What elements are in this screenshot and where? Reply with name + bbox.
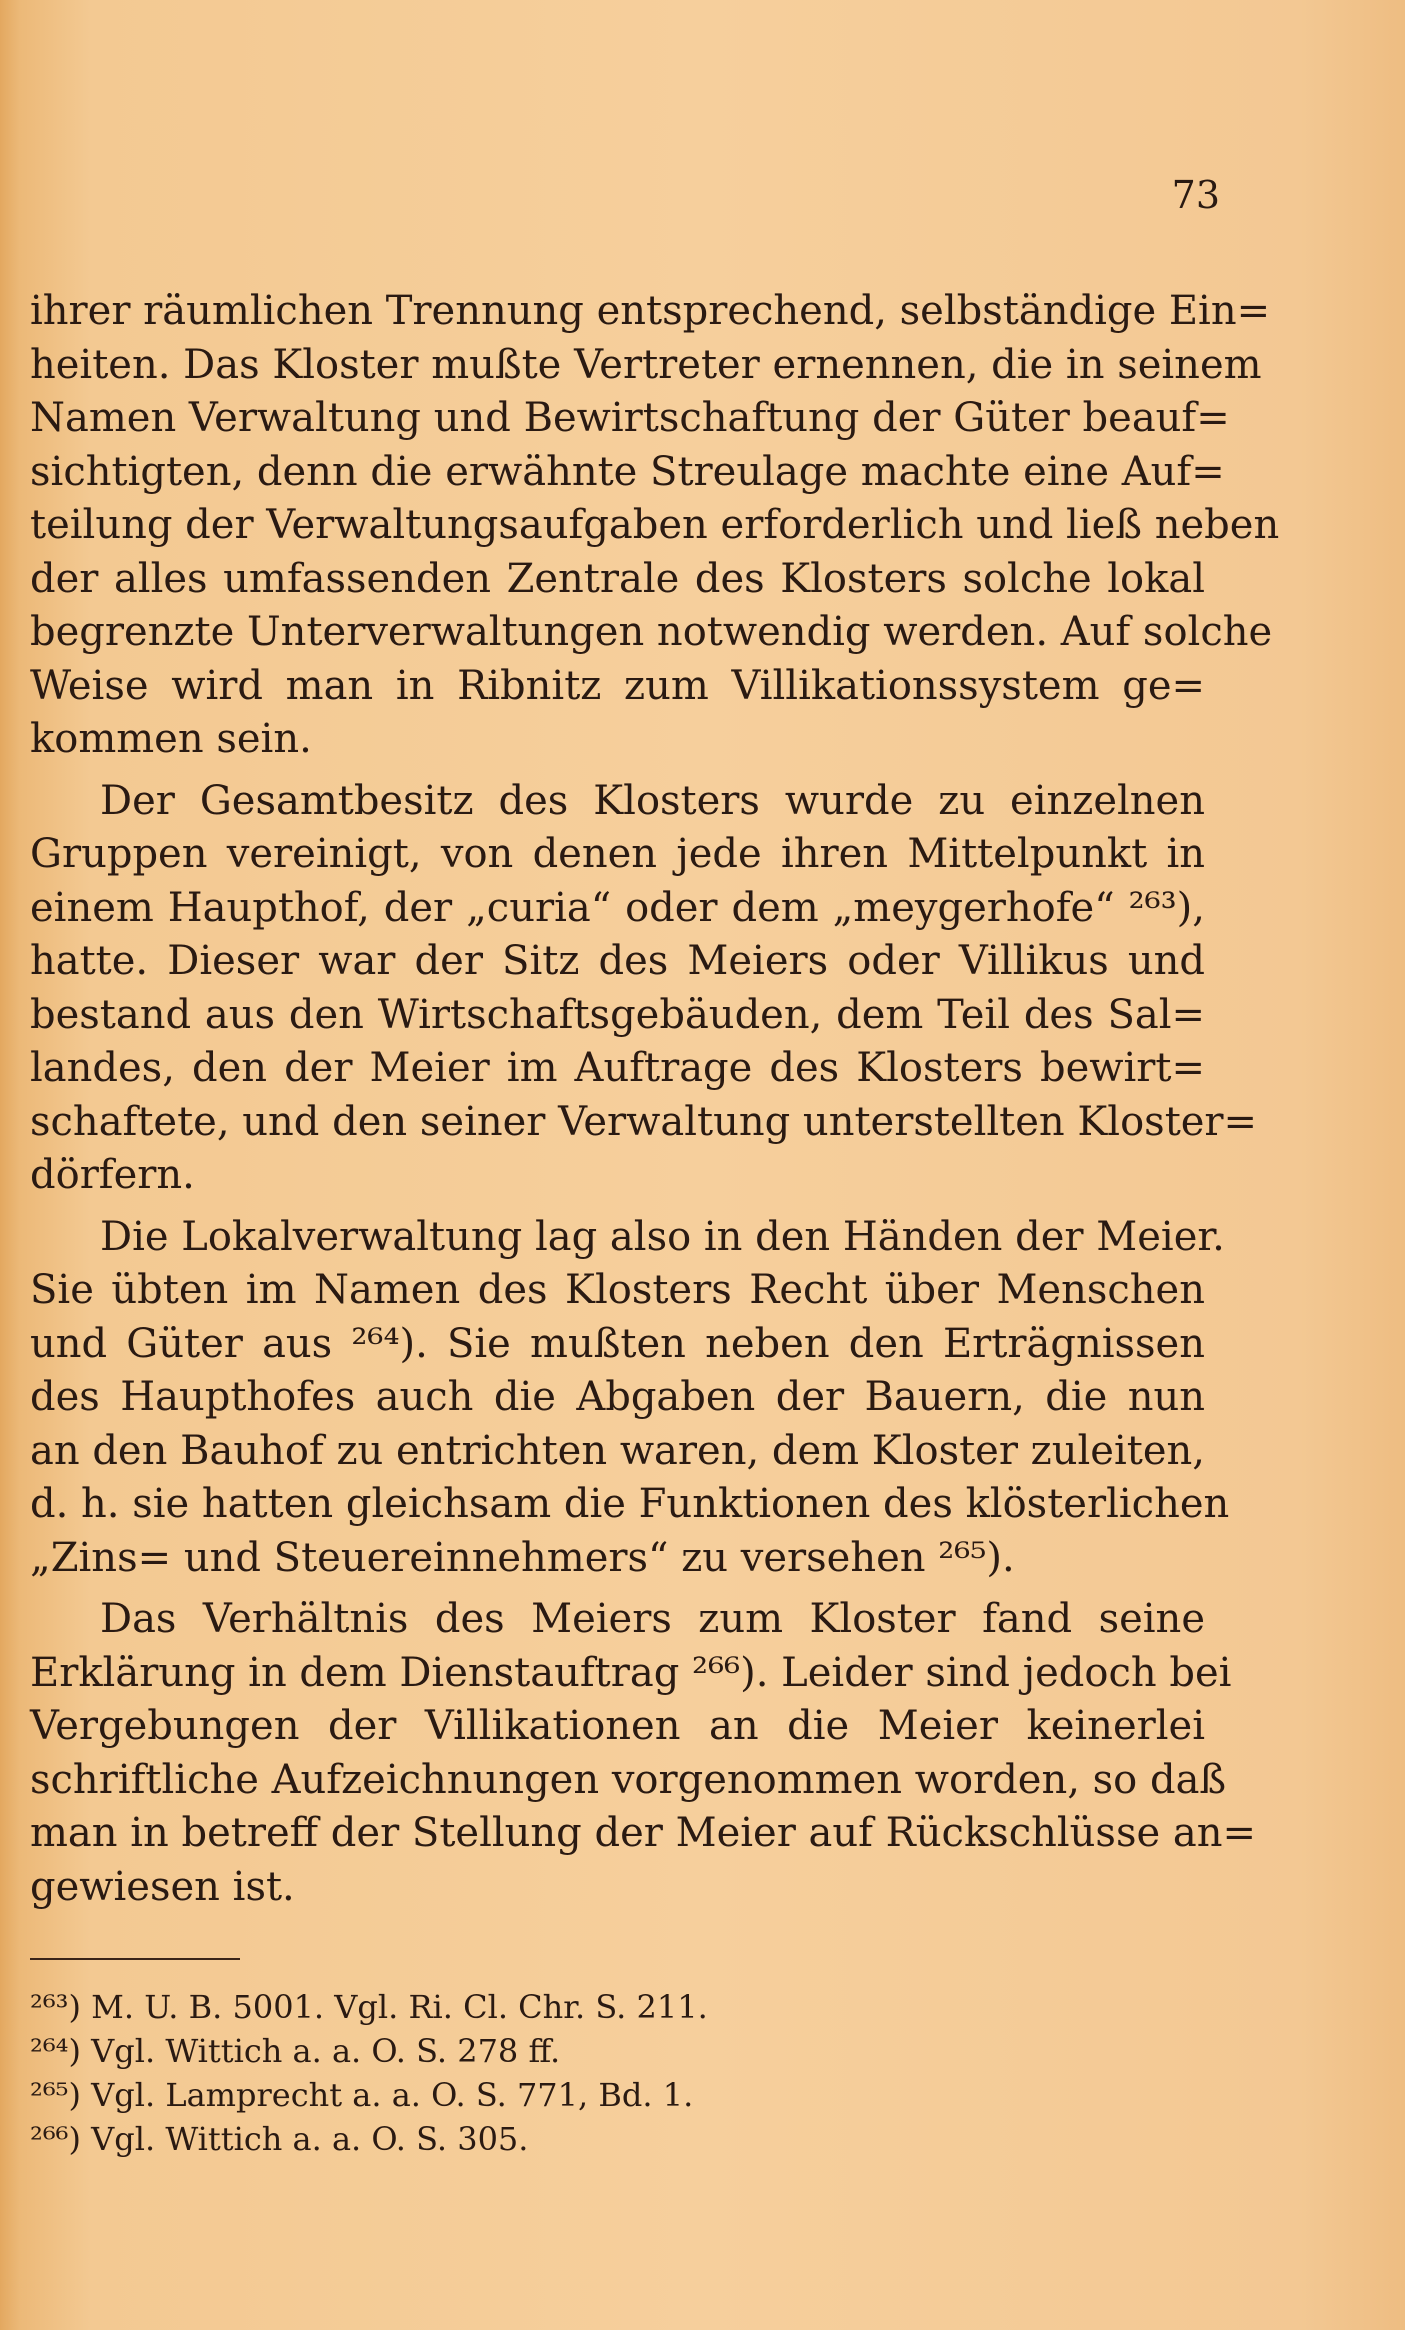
footnote-265: ²⁶⁵) Vgl. Lamprecht a. a. O. S. 771, Bd. 1. <box>30 2076 694 2114</box>
text-line: der alles umfassenden Zentrale des Klosters solche lokal <box>30 555 1205 602</box>
text-line: heiten. Das Kloster mußte Vertreter ernennen, die in seinem <box>30 341 1262 388</box>
footnote-divider <box>30 1958 240 1960</box>
text-line: schriftliche Aufzeichnungen vorgenommen worden, so daß <box>30 1756 1227 1803</box>
text-line: dörfern. <box>30 1152 195 1198</box>
text-line: Erklärung in dem Dienstauftrag ²⁶⁶). Leider sind jedoch bei <box>30 1649 1232 1696</box>
text-line: und Güter aus ²⁶⁴). Sie mußten neben den Erträgnissen <box>30 1320 1205 1367</box>
text-line: Der Gesamtbesitz des Klosters wurde zu einzelnen <box>100 777 1205 824</box>
text-line: d. h. sie hatten gleichsam die Funktionen des klösterlichen <box>30 1481 1230 1527</box>
text-line: landes, den der Meier im Auftrage des Klosters bewirt= <box>30 1045 1205 1091</box>
text-line: bestand aus den Wirtschaftsgebäuden, dem Teil des Sal= <box>30 991 1205 1038</box>
text-line: des Haupthofes auch die Abgaben der Bauern, die nun <box>30 1374 1205 1420</box>
paragraph-3 <box>30 1211 1230 1586</box>
text-line: sichtigten, denn die erwähnte Streulage machte eine Auf= <box>30 448 1225 495</box>
text-line: einem Haupthof, der „curia“ oder dem „meygerhofe“ ²⁶³), <box>30 884 1205 931</box>
footnote-263: ²⁶³) M. U. B. 5001. Vgl. Ri. Cl. Chr. S. 211. <box>30 1988 708 2026</box>
text-line: teilung der Verwaltungsaufgaben erforderlich und ließ neben <box>30 502 1280 548</box>
text-line: ihrer räumlichen Trennung entsprechend, selbständige Ein= <box>30 288 1271 334</box>
text-line: Sie übten im Namen des Klosters Recht über Menschen <box>30 1267 1205 1313</box>
text-line: Vergebungen der Villikationen an die Meier keinerlei <box>30 1703 1205 1749</box>
text-line: Namen Verwaltung und Bewirtschaftung der Güter beauf= <box>30 395 1230 441</box>
paragraph-2 <box>30 775 1258 1203</box>
text-line: hatte. Dieser war der Sitz des Meiers oder Villikus und <box>30 938 1205 984</box>
text-line: kommen sein. <box>30 716 312 762</box>
footnote-266: ²⁶⁶) Vgl. Wittich a. a. O. S. 305. <box>30 2120 529 2158</box>
text-line: „Zins= und Steuereinnehmers“ zu versehen ²⁶⁵). <box>30 1534 1015 1581</box>
body-text <box>30 285 1280 1914</box>
text-line: schaftete, und den seiner Verwaltung unterstellten Kloster= <box>30 1098 1258 1145</box>
text-line: Das Verhältnis des Meiers zum Kloster fand seine <box>100 1596 1205 1642</box>
footnote-264: ²⁶⁴) Vgl. Wittich a. a. O. S. 278 ff. <box>30 2032 561 2070</box>
text-line: Gruppen vereinigt, von denen jede ihren Mittelpunkt in <box>30 831 1205 877</box>
text-line: man in betreff der Stellung der Meier auf Rückschlüsse an= <box>30 1810 1256 1856</box>
footnotes <box>30 1985 1030 2161</box>
page-number: 73 <box>1171 173 1220 217</box>
text-line: gewiesen ist. <box>30 1863 295 1910</box>
text-line: Die Lokalverwaltung lag also in den Händen der Meier. <box>100 1213 1225 1260</box>
text-line: begrenzte Unterverwaltungen notwendig werden. Auf solche <box>30 609 1273 655</box>
paragraph-1 <box>30 285 1280 767</box>
paragraph-4 <box>30 1593 1256 1914</box>
text-line: Weise wird man in Ribnitz zum Villikationssystem ge= <box>30 662 1205 709</box>
text-line: an den Bauhof zu entrichten waren, dem Kloster zuleiten, <box>30 1427 1205 1474</box>
